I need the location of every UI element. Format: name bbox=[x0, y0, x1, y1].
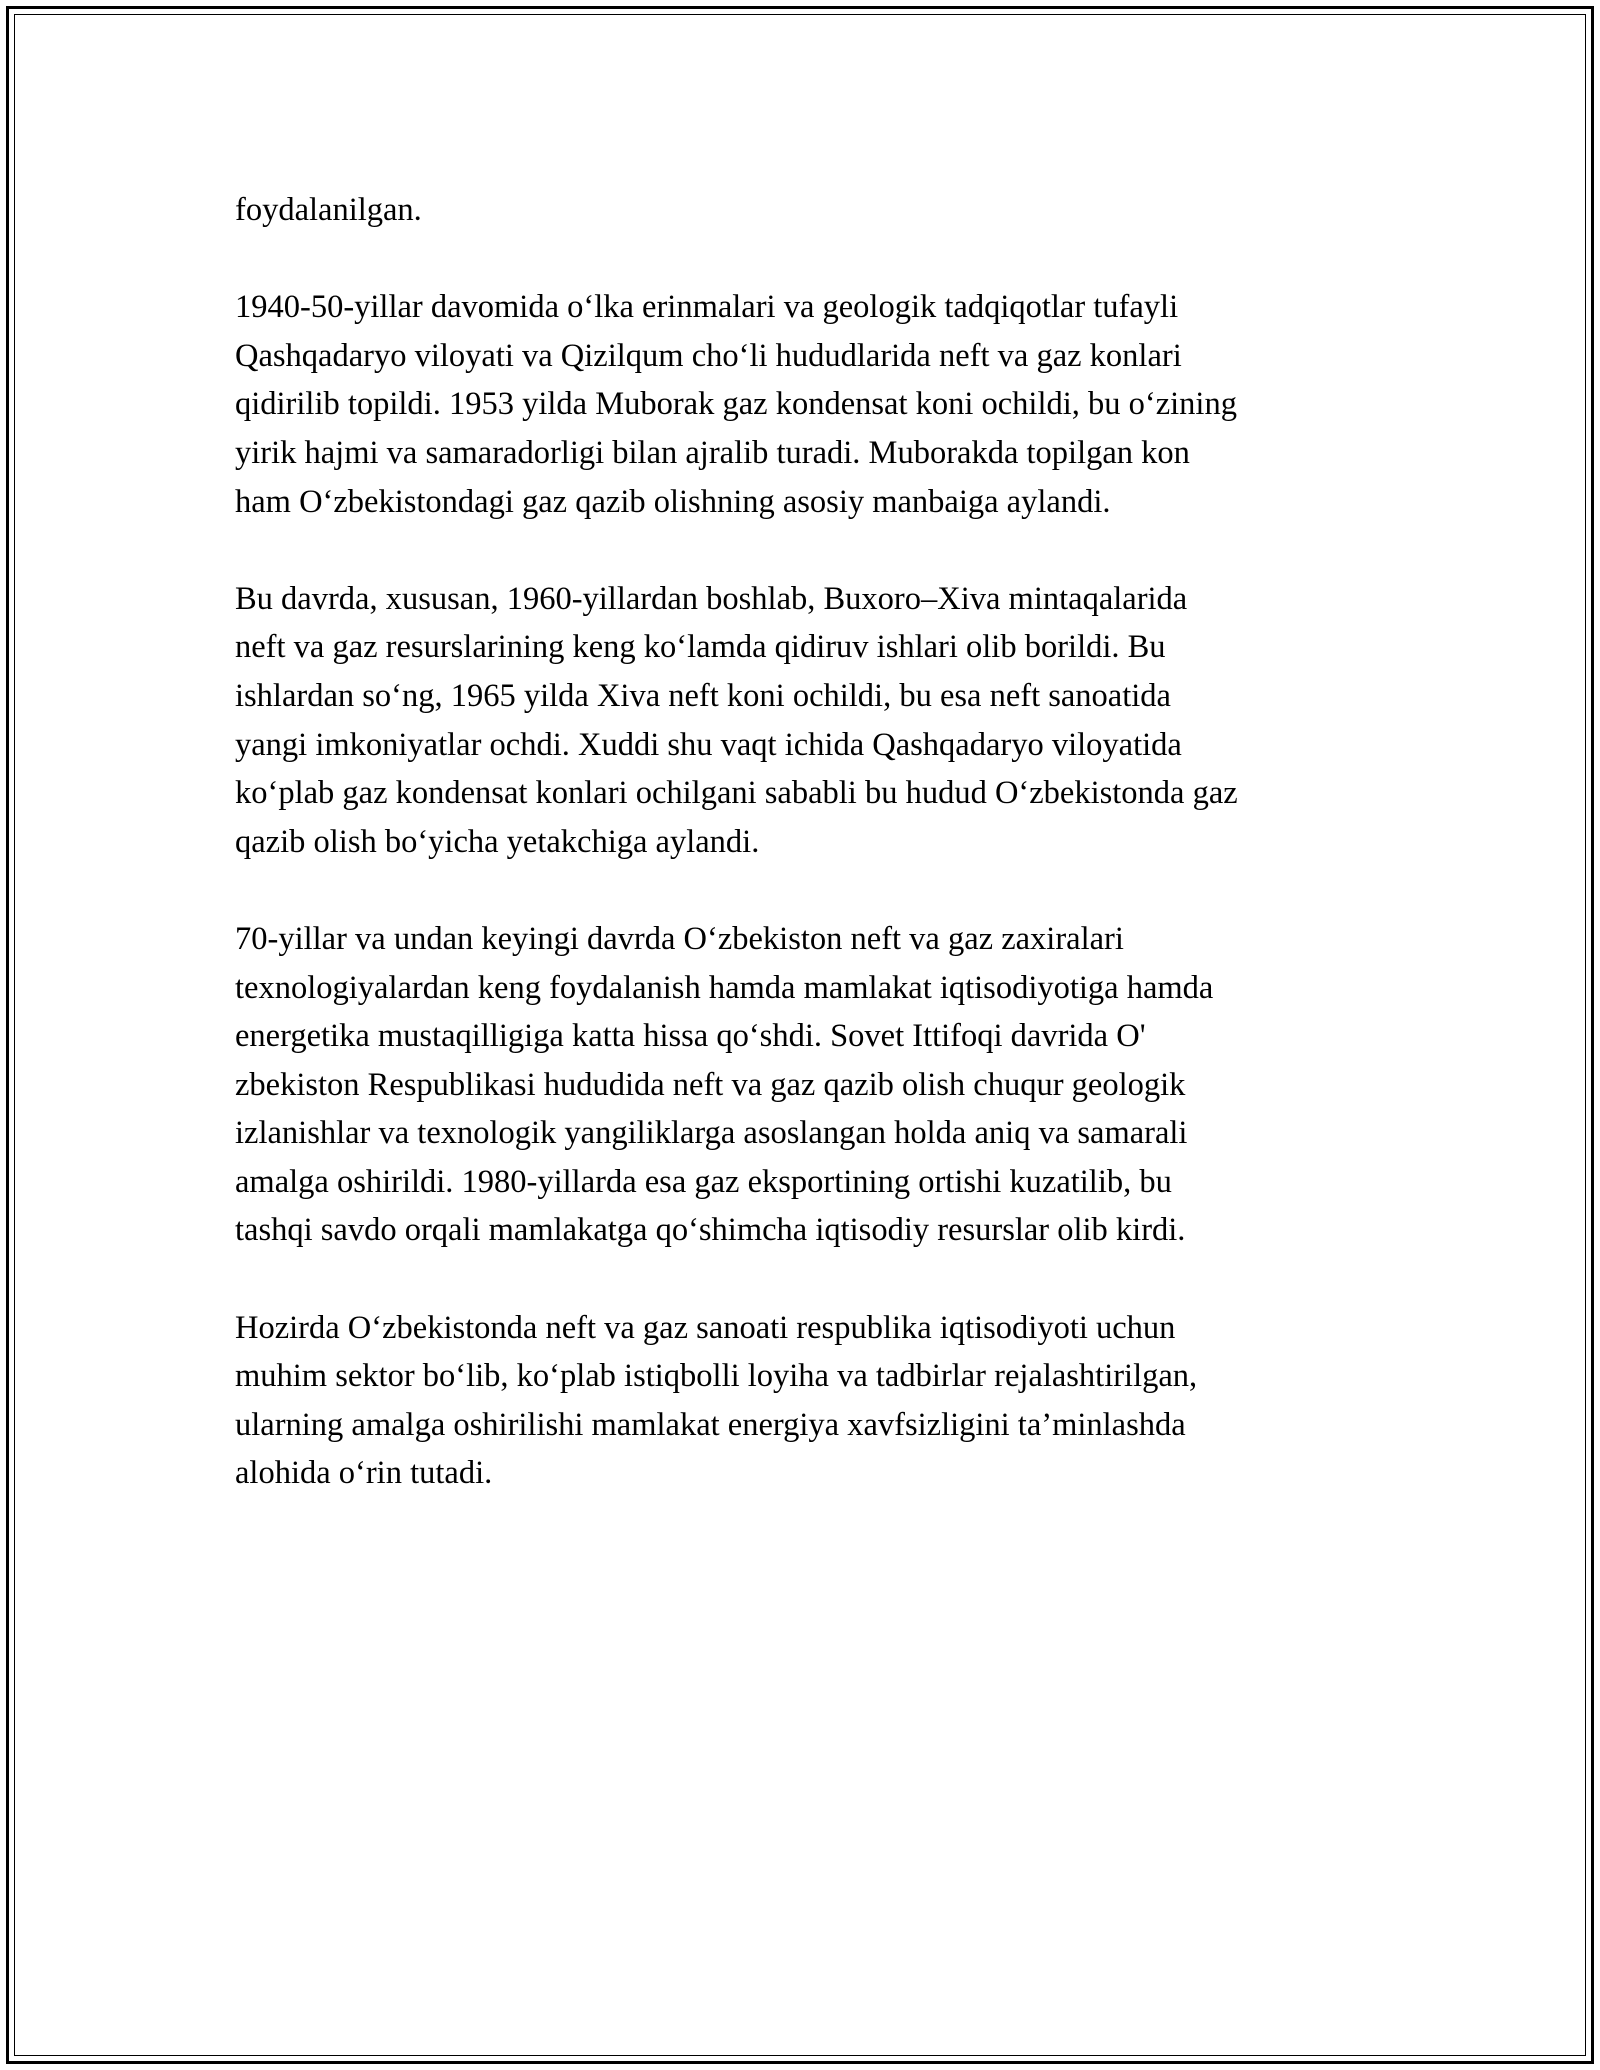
paragraph-3 bbox=[235, 575, 1395, 867]
text-line: Bu davrda, xususan, 1960-yillardan boshlab, Buxoro–Xiva mintaqalarida bbox=[235, 580, 1188, 617]
text-line: ko‘plab gaz kondensat konlari ochilgani sababli bu hudud O‘zbekistonda gaz bbox=[235, 775, 1238, 812]
text-line: yirik hajmi va samaradorligi bilan ajralib turadi. Muborakda topilgan kon bbox=[235, 434, 1190, 471]
text-line: amalga oshirildi. 1980-yillarda esa gaz eksportining ortishi kuzatilib, bu bbox=[235, 1163, 1172, 1200]
paragraph-5 bbox=[235, 1304, 1395, 1498]
text-line: neft va gaz resurslarining keng ko‘lamda qidiruv ishlari olib borildi. Bu bbox=[235, 629, 1166, 666]
text-line: zbekiston Respublikasi hududida neft va gaz qazib olish chuqur geologik bbox=[235, 1066, 1186, 1103]
text-line: 70-yillar va undan keyingi davrda O‘zbekiston neft va gaz zaxiralari bbox=[235, 920, 1124, 957]
document-body bbox=[235, 186, 1395, 1547]
text-line: ham O‘zbekistondagi gaz qazib olishning asosiy manbaiga aylandi. bbox=[235, 483, 1111, 520]
text-line: texnologiyalardan keng foydalanish hamda mamlakat iqtisodiyotiga hamda bbox=[235, 969, 1214, 1006]
text-line: Hozirda O‘zbekistonda neft va gaz sanoati respublika iqtisodiyoti uchun bbox=[235, 1309, 1176, 1346]
text-line: muhim sektor bo‘lib, ko‘plab istiqbolli loyiha va tadbirlar rejalashtirilgan, bbox=[235, 1358, 1198, 1395]
text-line: alohida o‘rin tutadi. bbox=[235, 1455, 493, 1492]
text-line: foydalanilgan. bbox=[235, 192, 422, 228]
paragraph-1 bbox=[235, 186, 1395, 235]
text-line: 1940-50-yillar davomida o‘lka erinmalari va geologik tadqiqotlar tufayli bbox=[235, 289, 1179, 326]
text-line: ishlardan so‘ng, 1965 yilda Xiva neft koni ochildi, bu esa neft sanoatida bbox=[235, 677, 1171, 714]
paragraph-2 bbox=[235, 283, 1395, 526]
text-line: izlanishlar va texnologik yangiliklarga asoslangan holda aniq va samarali bbox=[235, 1115, 1188, 1152]
text-line: yangi imkoniyatlar ochdi. Xuddi shu vaqt ichida Qashqadaryo viloyatida bbox=[235, 726, 1182, 763]
text-line: Qashqadaryo viloyati va Qizilqum cho‘li hududlarida neft va gaz konlari bbox=[235, 337, 1182, 374]
text-line: qidirilib topildi. 1953 yilda Muborak gaz kondensat koni ochildi, bu o‘zining bbox=[235, 386, 1237, 423]
text-line: energetika mustaqilligiga katta hissa qo‘shdi. Sovet Ittifoqi davrida O' bbox=[235, 1018, 1146, 1055]
paragraph-4 bbox=[235, 915, 1395, 1255]
text-line: tashqi savdo orqali mamlakatga qo‘shimcha iqtisodiy resurslar olib kirdi. bbox=[235, 1212, 1186, 1249]
text-line: ularning amalga oshirilishi mamlakat energiya xavfsizligini ta’minlashda bbox=[235, 1406, 1186, 1443]
text-line: qazib olish bo‘yicha yetakchiga aylandi. bbox=[235, 823, 760, 860]
